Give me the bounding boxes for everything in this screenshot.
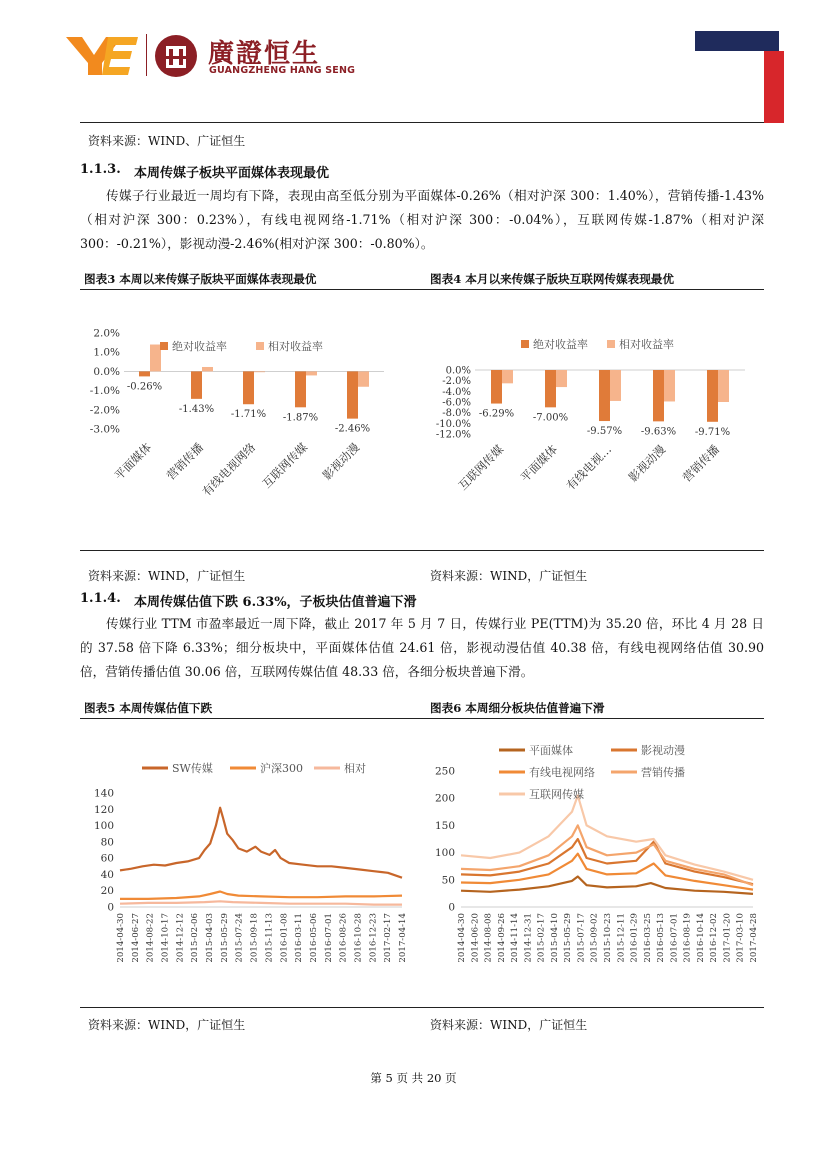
data-label: -1.43%	[178, 403, 215, 415]
x-tick-label: 2014-06-20	[470, 913, 481, 963]
figure-source: 资料来源：WIND，广证恒生	[88, 569, 246, 583]
chart-fig4	[425, 316, 765, 538]
bar-相对收益率	[664, 370, 675, 401]
line-影视动漫	[461, 839, 753, 884]
y-tick-label: 150	[434, 819, 455, 832]
figure-title: 图表5 本周传媒估值下跌	[84, 701, 213, 715]
data-label: -1.71%	[230, 409, 267, 421]
bar-绝对收益率	[295, 371, 306, 407]
brand-name-en: GUANGZHENG HANG SENG	[209, 65, 356, 76]
chart-fig3	[82, 316, 412, 538]
y-tick-label: -4.0%	[442, 386, 471, 398]
data-label: -0.26%	[126, 381, 163, 393]
x-tick-label: 2014-04-30	[116, 913, 126, 963]
bar-相对收益率	[610, 370, 621, 401]
line-SW传媒	[120, 808, 402, 878]
x-tick-label: 2017-03-10	[735, 913, 746, 963]
bar-相对收益率	[502, 370, 513, 383]
x-tick-label: 2015-05-29	[219, 913, 230, 963]
y-tick-label: 100	[434, 847, 455, 860]
figure-title: 图表4 本月以来传媒子版块互联网传媒表现最优	[430, 272, 674, 286]
x-tick-label: 2016-08-19	[682, 913, 693, 963]
x-tick-label: 2015-07-17	[576, 913, 587, 963]
section-paragraph: 传媒子行业最近一周均有下降，表现由高至低分别为平面媒体-0.26%（相对沪深 300：1.40%），营销传播-1.43%（相对沪深 300：0.23%），有线电视网络-1.71%（相对沪深 300：-0.04%），互联网传媒-1.87%（相对沪深 300：-0.21%），影视动漫-2.46%(相对沪深 300：-0.80%）。	[80, 188, 764, 251]
category-label: 影视动漫	[319, 440, 363, 483]
bar-相对收益率	[358, 371, 369, 386]
bar-绝对收益率	[347, 371, 358, 418]
data-label: -1.87%	[282, 412, 319, 424]
data-label: -9.57%	[586, 426, 623, 438]
y-tick-label: 40	[100, 868, 114, 881]
x-tick-label: 2016-05-06	[308, 913, 319, 963]
bar-绝对收益率	[653, 370, 664, 421]
figure-source: 资料来源：WIND，广证恒生	[430, 569, 588, 583]
category-label: 有线电视网络	[199, 440, 259, 499]
x-tick-label: 2016-03-11	[294, 913, 305, 963]
y-tick-label: -10.0%	[435, 418, 471, 430]
x-tick-label: 2016-01-08	[279, 913, 290, 963]
data-label: -9.71%	[694, 426, 731, 438]
x-tick-label: 2015-04-03	[205, 913, 216, 963]
x-tick-label: 2015-02-06	[190, 913, 201, 963]
bar-绝对收益率	[545, 370, 556, 407]
x-tick-label: 2016-03-25	[642, 913, 653, 963]
x-tick-label: 2015-09-18	[249, 913, 260, 963]
x-tick-label: 2017-02-17	[383, 913, 394, 963]
y-tick-label: -1.0%	[89, 385, 120, 398]
legend-swatch	[607, 340, 615, 348]
section-number: 1.1.3.	[80, 162, 121, 177]
legend-label: 相对收益率	[619, 338, 674, 351]
y-tick-label: 20	[100, 885, 114, 898]
x-tick-label: 2015-04-10	[549, 913, 560, 963]
x-tick-label: 2014-09-26	[496, 913, 507, 963]
bar-绝对收益率	[491, 370, 502, 404]
y-tick-label: 0	[107, 901, 114, 914]
category-label: 有线电视…	[563, 442, 615, 493]
legend-swatch	[521, 340, 529, 348]
bar-相对收益率	[306, 371, 317, 375]
x-tick-label: 2016-07-01	[669, 913, 680, 963]
x-tick-label: 2015-10-23	[603, 913, 613, 963]
y-tick-label: 60	[100, 852, 114, 865]
corner-red-bar	[764, 51, 784, 123]
y-tick-label: 1.0%	[93, 346, 120, 359]
category-label: 影视动漫	[625, 442, 669, 485]
line-相对	[120, 901, 402, 904]
x-tick-label: 2016-05-13	[656, 913, 667, 963]
x-tick-label: 2016-10-14	[695, 913, 706, 963]
y-tick-label: -6.0%	[442, 397, 471, 409]
figure-source: 资料来源：WIND，广证恒生	[88, 1018, 246, 1032]
line-平面媒体	[461, 877, 753, 894]
x-tick-label: 2017-04-28	[749, 913, 759, 963]
category-label: 互联网传媒	[455, 442, 507, 493]
chart-fig6	[425, 736, 765, 980]
y-tick-label: -3.0%	[89, 423, 120, 436]
y-tick-label: 200	[434, 792, 455, 805]
x-tick-label: 2014-04-30	[457, 913, 467, 963]
section-paragraph: 传媒行业 TTM 市盈率最近一周下降，截止 2017 年 5 月 7 日，传媒行业 PE(TTM)为 35.20 倍，环比 4 月 28 日的 37.58 倍下降 6.33%；细分板块中，平面媒体估值 24.61 倍，影视动漫估值 40.38 倍，有线电视网络估值 30.90 倍，营销传播估值 30.06 倍，互联网传媒估值 48.33 倍，各细分板块普遍下滑。	[80, 616, 764, 679]
legend-label: 相对收益率	[268, 340, 323, 353]
x-tick-label: 2017-01-20	[722, 913, 733, 963]
category-label: 平面媒体	[111, 440, 155, 483]
category-label: 互联网传媒	[259, 440, 311, 491]
legend-label: SW传媒	[172, 762, 213, 775]
corner-navy-bar	[695, 31, 779, 51]
page-number: 第 5 页 共 20 页	[370, 1071, 457, 1085]
brand-name-cn: 廣證恒生	[208, 39, 321, 69]
data-label: -2.46%	[334, 423, 371, 435]
legend-label: 沪深300	[260, 762, 303, 775]
y-tick-label: 120	[93, 803, 114, 816]
y-tick-label: 80	[100, 836, 114, 849]
bar-相对收益率	[254, 371, 265, 372]
bar-相对收益率	[556, 370, 567, 387]
logo-divider	[146, 34, 147, 76]
figure-top-rule	[80, 718, 764, 719]
legend-label: 互联网传媒	[529, 788, 584, 801]
x-tick-label: 2014-11-14	[510, 913, 521, 963]
figure-source: 资料来源：WIND，广证恒生	[430, 1018, 588, 1032]
figure-title: 图表6 本周细分板块估值普遍下滑	[430, 701, 605, 715]
bar-相对收益率	[150, 345, 161, 372]
y-tick-label: 50	[441, 874, 455, 887]
x-tick-label: 2014-06-27	[130, 913, 141, 963]
x-tick-label: 2015-05-29	[563, 913, 574, 963]
x-tick-label: 2014-08-22	[145, 913, 156, 963]
y-tick-label: 0.0%	[445, 365, 471, 377]
line-沪深300	[120, 892, 402, 899]
x-tick-label: 2016-12-02	[709, 913, 720, 963]
y-tick-label: -12.0%	[435, 429, 471, 441]
bar-绝对收益率	[707, 370, 718, 422]
x-tick-label: 2017-04-14	[398, 913, 408, 963]
legend-label: 影视动漫	[641, 744, 685, 757]
source-top: 资料来源：WIND、广证恒生	[88, 134, 246, 148]
y-tick-label: -8.0%	[442, 408, 471, 420]
category-label: 营销传播	[679, 442, 723, 485]
bar-绝对收益率	[139, 371, 150, 376]
seal-icon	[154, 34, 198, 78]
y-tick-label: -2.0%	[89, 404, 120, 417]
category-label: 营销传播	[163, 440, 207, 483]
header-rule	[80, 122, 764, 123]
x-tick-label: 2016-01-29	[629, 913, 640, 963]
bar-绝对收益率	[243, 371, 254, 404]
y-tick-label: 0.0%	[93, 365, 120, 378]
data-label: -7.00%	[532, 412, 569, 424]
y-tick-label: -2.0%	[442, 376, 471, 388]
chart-fig5	[82, 740, 412, 980]
figure-title: 图表3 本周以来传媒子版块平面媒体表现最优	[84, 272, 317, 286]
x-tick-label: 2014-12-12	[175, 913, 186, 963]
section-heading: 本周传媒子板块平面媒体表现最优	[134, 166, 330, 181]
legend-label: 平面媒体	[529, 744, 573, 757]
legend-swatch	[160, 342, 168, 350]
y-tick-label: 0	[448, 901, 455, 914]
bar-绝对收益率	[599, 370, 610, 421]
legend-swatch	[256, 342, 264, 350]
section-number: 1.1.4.	[80, 591, 121, 606]
bar-绝对收益率	[191, 371, 202, 398]
brand-logo	[64, 33, 140, 77]
y-tick-label: 2.0%	[93, 327, 120, 340]
x-tick-label: 2016-08-26	[338, 913, 349, 963]
bar-相对收益率	[718, 370, 729, 402]
y-tick-label: 100	[93, 820, 114, 833]
section-heading: 本周传媒估值下跌 6.33%，子板块估值普遍下滑	[134, 595, 417, 610]
x-tick-label: 2016-07-01	[323, 913, 334, 963]
x-tick-label: 2016-10-28	[353, 913, 364, 963]
legend-label: 绝对收益率	[533, 338, 588, 351]
x-tick-label: 2015-02-17	[536, 913, 547, 963]
data-label: -6.29%	[478, 408, 515, 420]
x-tick-label: 2015-12-11	[616, 913, 627, 963]
x-tick-label: 2015-09-02	[589, 913, 600, 963]
y-tick-label: 140	[93, 787, 114, 800]
x-tick-label: 2015-07-24	[234, 913, 245, 963]
figure-bottom-rule	[80, 550, 764, 551]
legend-label: 营销传播	[641, 766, 685, 779]
data-label: -9.63%	[640, 426, 677, 438]
x-tick-label: 2016-12-23	[368, 913, 379, 963]
x-tick-label: 2015-11-13	[264, 913, 275, 963]
x-tick-label: 2014-12-31	[523, 913, 534, 963]
x-tick-label: 2014-08-08	[483, 913, 494, 963]
legend-label: 有线电视网络	[529, 766, 595, 779]
bar-相对收益率	[202, 367, 213, 371]
legend-label: 相对	[344, 762, 366, 775]
legend-label: 绝对收益率	[172, 340, 227, 353]
category-label: 平面媒体	[517, 442, 561, 485]
figure-top-rule	[80, 289, 764, 290]
figure-bottom-rule	[80, 1007, 764, 1008]
y-tick-label: 250	[434, 765, 455, 778]
x-tick-label: 2014-10-17	[160, 913, 171, 963]
